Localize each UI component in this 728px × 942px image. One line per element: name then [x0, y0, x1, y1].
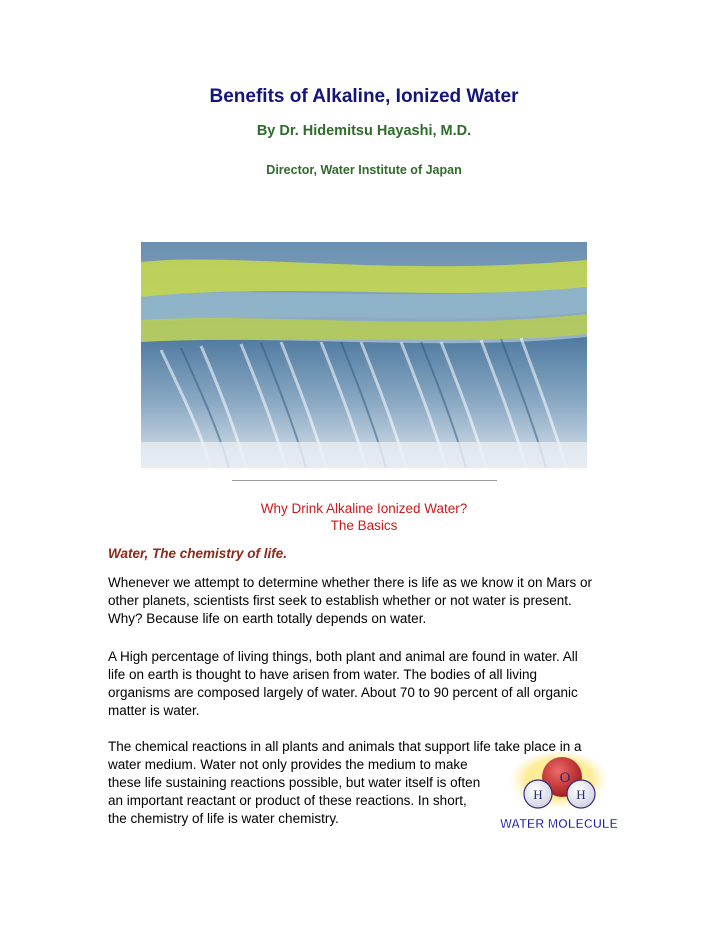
paragraph-line: matter is water.	[108, 703, 200, 718]
paragraph	[108, 648, 628, 720]
oxygen-label: O	[559, 770, 571, 786]
paragraph-line: other planets, scientists first seek to establish whether or not water is present.	[108, 593, 572, 608]
horizontal-divider	[232, 480, 497, 481]
subheading-question: Why Drink Alkaline Ionized Water?	[260, 501, 468, 516]
author-affiliation: Director, Water Institute of Japan	[266, 163, 462, 177]
section-heading: Water, The chemistry of life.	[108, 546, 288, 561]
subheading-basics: The Basics	[330, 518, 398, 533]
paragraph-line: A High percentage of living things, both plant and animal are found in water. All	[108, 649, 578, 664]
author-byline: By Dr. Hidemitsu Hayashi, M.D.	[256, 123, 472, 139]
paragraph-line: an important reactant or product of these reactions. In short,	[108, 793, 467, 808]
waterfall-photo	[141, 242, 587, 468]
paragraph	[108, 574, 628, 628]
paragraph-line: Whenever we attempt to determine whether there is life as we know it on Mars or	[108, 575, 592, 590]
hydrogen-left-label: H	[533, 787, 543, 802]
hydrogen-right-label: H	[576, 787, 586, 802]
paragraph-line: life on earth is thought to have arisen from water. The bodies of all living	[108, 667, 537, 682]
paragraph-line: Why? Because life on earth totally depends on water.	[108, 611, 427, 626]
paragraph-line: organisms are composed largely of water. About 70 to 90 percent of all organic	[108, 685, 578, 700]
paragraph-line: water medium. Water not only provides the medium to make	[108, 757, 468, 772]
molecule-caption: WATER MOLECULE	[500, 817, 618, 831]
water-molecule-image	[495, 752, 623, 834]
paragraph-line: the chemistry of life is water chemistry.	[108, 811, 339, 826]
paragraph-line: these life sustaining reactions possible, but water itself is often	[108, 775, 481, 790]
document-title: Benefits of Alkaline, Ionized Water	[209, 86, 519, 107]
paragraph-line: The chemical reactions in all plants and animals that support life take place in a	[108, 739, 582, 754]
